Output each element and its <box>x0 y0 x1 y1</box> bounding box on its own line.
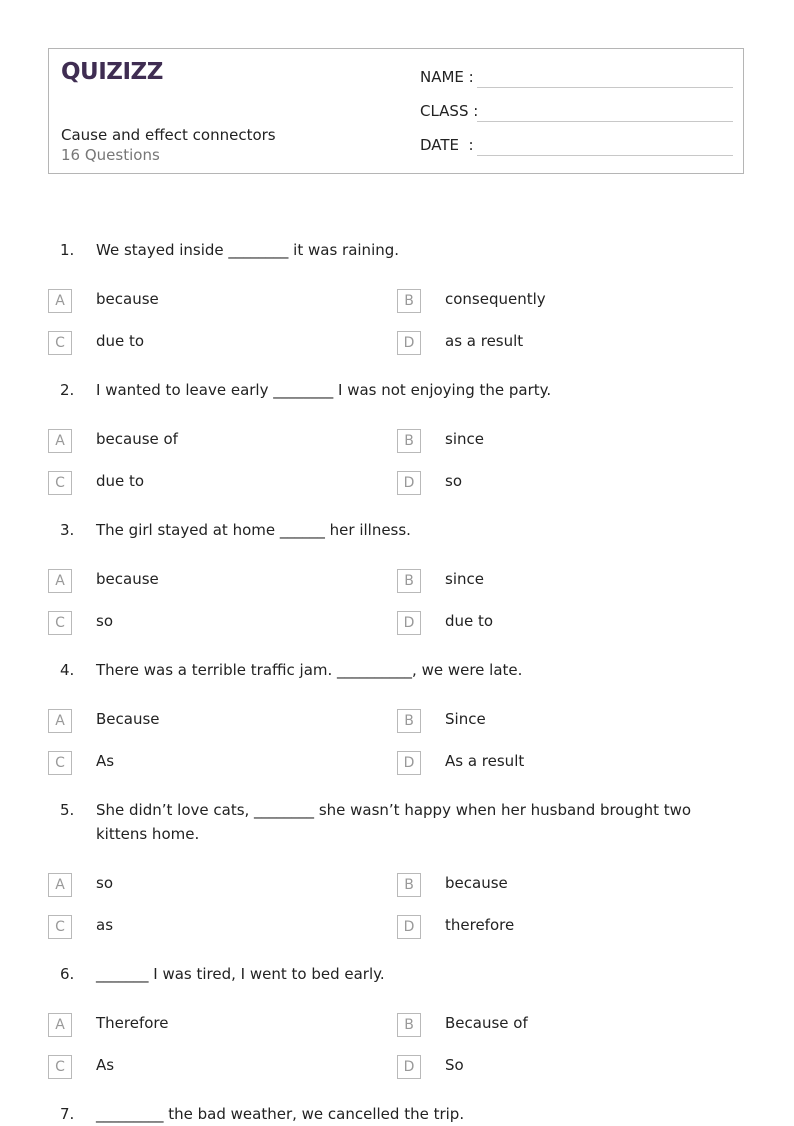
option-d-text: therefore <box>445 916 515 934</box>
option-d-text: as a result <box>445 332 524 350</box>
option-c-text: due to <box>96 332 145 350</box>
question-text: We stayed inside ________ it was raining. <box>96 241 400 259</box>
option-b-text: since <box>445 430 484 448</box>
option-c-box[interactable]: C <box>48 1055 72 1079</box>
question-text: She didn’t love cats, ________ she wasn’t happy when her husband brought two kittens home. <box>96 801 692 843</box>
option-a-text: so <box>96 874 113 892</box>
option-c-box[interactable]: C <box>48 915 72 939</box>
question-number: 7. <box>60 1105 75 1123</box>
option-d-text: As a result <box>445 752 525 770</box>
question-number: 6. <box>60 965 75 983</box>
option-d-text: so <box>445 472 462 490</box>
question-number: 4. <box>60 661 75 679</box>
worksheet-title: Cause and effect connectors <box>61 126 276 144</box>
name-field[interactable] <box>420 68 474 86</box>
question-text: I wanted to leave early ________ I was not enjoying the party. <box>96 381 552 399</box>
option-d-box[interactable]: D <box>397 1055 421 1079</box>
option-b-text: because <box>445 874 508 892</box>
option-a-box[interactable]: A <box>48 709 72 733</box>
option-a-box[interactable]: A <box>48 873 72 897</box>
question-number: 3. <box>60 521 75 539</box>
question-text: There was a terrible traffic jam. __________, we were late. <box>96 661 523 679</box>
option-b-box[interactable]: B <box>397 873 421 897</box>
option-d-box[interactable]: D <box>397 471 421 495</box>
name-line[interactable] <box>477 87 733 88</box>
option-a-text: Because <box>96 710 160 728</box>
option-d-text: So <box>445 1056 464 1074</box>
worksheet-header <box>48 48 744 174</box>
option-c-box[interactable]: C <box>48 611 72 635</box>
option-a-text: because <box>96 570 159 588</box>
option-a-text: because <box>96 290 159 308</box>
option-b-box[interactable]: B <box>397 709 421 733</box>
question-number: 1. <box>60 241 75 259</box>
question-count: 16 Questions <box>61 146 160 164</box>
option-a-box[interactable]: A <box>48 1013 72 1037</box>
option-a-box[interactable]: A <box>48 569 72 593</box>
option-b-box[interactable]: B <box>397 429 421 453</box>
date-field[interactable] <box>420 136 474 154</box>
option-c-text: as <box>96 916 114 934</box>
option-a-box[interactable]: A <box>48 429 72 453</box>
question-text: _________ the bad weather, we cancelled the trip. <box>96 1105 465 1123</box>
quizizz-logo: QUIZIZZ <box>61 59 163 85</box>
question-number: 5. <box>60 801 75 819</box>
option-a-text: Therefore <box>96 1014 169 1032</box>
option-c-box[interactable]: C <box>48 331 72 355</box>
option-d-text: due to <box>445 612 494 630</box>
question-number: 2. <box>60 381 75 399</box>
option-a-box[interactable]: A <box>48 289 72 313</box>
option-b-box[interactable]: B <box>397 569 421 593</box>
option-b-text: Since <box>445 710 486 728</box>
option-a-text: because of <box>96 430 178 448</box>
question-text: _______ I was tired, I went to bed early. <box>96 965 385 983</box>
option-c-box[interactable]: C <box>48 751 72 775</box>
option-c-text: due to <box>96 472 145 490</box>
option-c-text: As <box>96 1056 115 1074</box>
date-line[interactable] <box>477 155 733 156</box>
option-d-box[interactable]: D <box>397 331 421 355</box>
question-text: The girl stayed at home ______ her illness. <box>96 521 411 539</box>
name-label: NAME : <box>420 68 474 86</box>
option-c-text: so <box>96 612 113 630</box>
option-c-text: As <box>96 752 115 770</box>
option-d-box[interactable]: D <box>397 611 421 635</box>
option-b-box[interactable]: B <box>397 289 421 313</box>
option-b-text: since <box>445 570 484 588</box>
option-b-box[interactable]: B <box>397 1013 421 1037</box>
option-b-text: consequently <box>445 290 546 308</box>
date-label: DATE : <box>420 136 474 154</box>
class-label: CLASS : <box>420 102 479 120</box>
option-d-box[interactable]: D <box>397 915 421 939</box>
class-line[interactable] <box>477 121 733 122</box>
class-field[interactable] <box>420 102 478 120</box>
option-c-box[interactable]: C <box>48 471 72 495</box>
option-b-text: Because of <box>445 1014 528 1032</box>
option-d-box[interactable]: D <box>397 751 421 775</box>
